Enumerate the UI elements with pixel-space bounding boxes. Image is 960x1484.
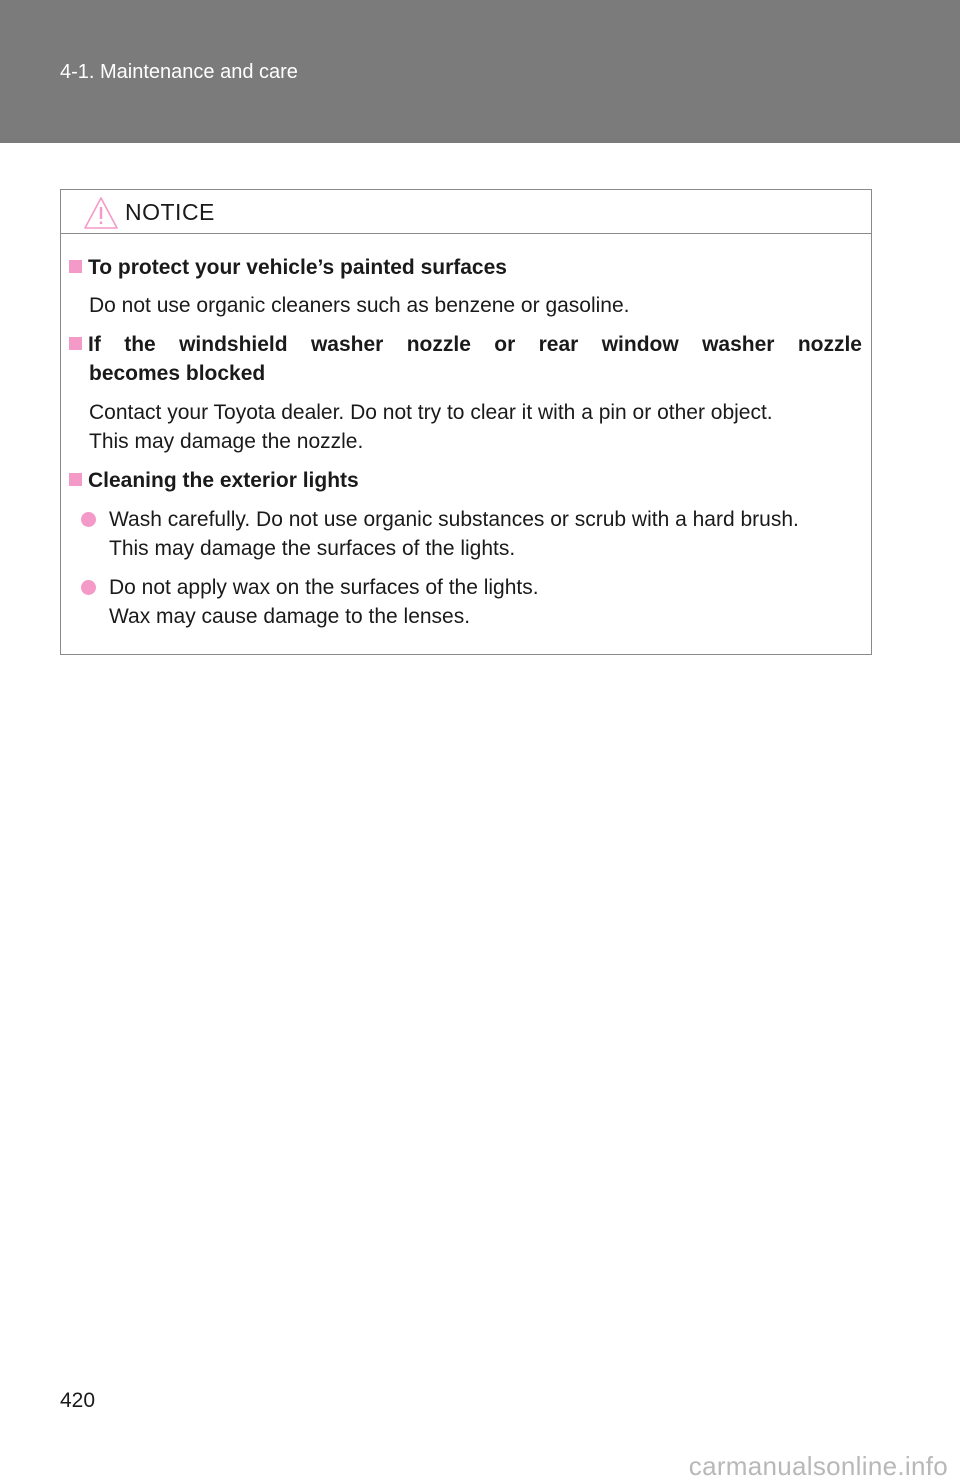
section-heading-exterior-lights: Cleaning the exterior lights <box>69 466 862 495</box>
notice-box: NOTICE To protect your vehicle’s painted surfaces Do not use organic cleaners such as benzene or gasoline. If the windshield washer nozzle or rear window washer nozzle becomes blocked Contact your Toyota dealer. Do not try to clear it with a pin or other object. This may damage the nozzle. Cleaning the exterior lights Wash carefully. Do not use organic substances or scrub with a hard brush. This may damage the surfaces of the lights. Do not apply wax on the surfaces of the lights. Wax may cause damage to the lenses. <box>60 189 872 655</box>
section-heading-washer-nozzle: If the windshield washer nozzle or rear window washer nozzle <box>69 330 862 359</box>
notice-header <box>61 190 871 234</box>
square-bullet-icon <box>69 473 82 486</box>
watermark: carmanualsonline.info <box>688 1451 948 1481</box>
section-heading-washer-nozzle-cont: becomes blocked <box>89 362 266 385</box>
circle-bullet-icon <box>81 580 96 595</box>
section-title: 4-1. Maintenance and care <box>60 61 298 83</box>
section-text-washer-nozzle-2: This may damage the nozzle. <box>89 430 364 453</box>
page-number: 420 <box>60 1389 96 1412</box>
section-heading-painted-surfaces: To protect your vehicle’s painted surfaces <box>69 253 862 282</box>
square-bullet-icon <box>69 260 82 273</box>
section-text-painted-surfaces: Do not use organic cleaners such as benzene or gasoline. <box>89 294 630 317</box>
circle-bullet-icon <box>81 512 96 527</box>
square-bullet-icon <box>69 337 82 350</box>
header-band <box>0 0 960 143</box>
section-text-washer-nozzle-1: Contact your Toyota dealer. Do not try to clear it with a pin or other object. <box>89 401 773 424</box>
warning-triangle-icon <box>83 196 119 230</box>
notice-label: NOTICE <box>125 199 215 225</box>
